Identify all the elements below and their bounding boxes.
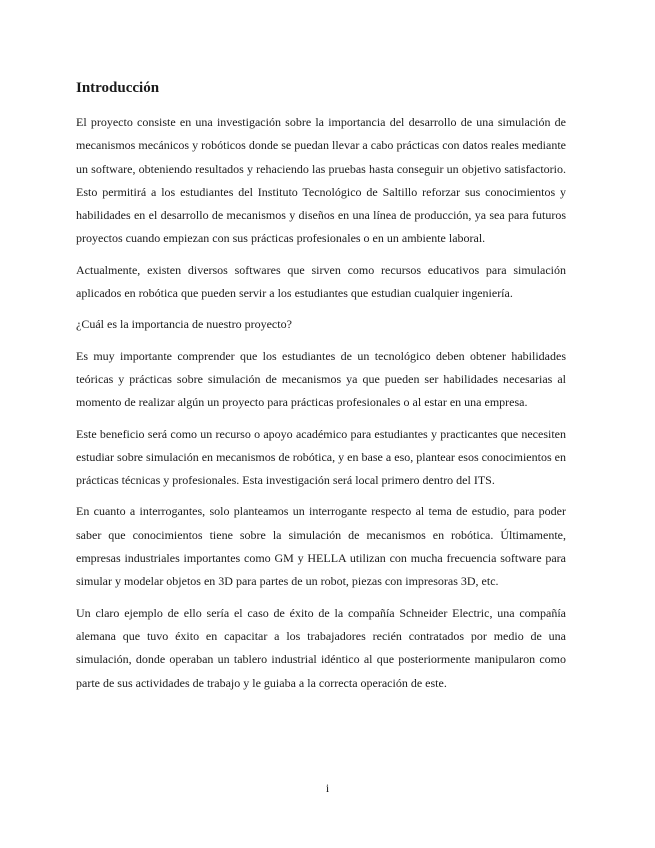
document-page: [76, 78, 566, 703]
paragraph-question: ¿Cuál es la importancia de nuestro proyecto?: [76, 317, 292, 332]
paragraph-software: Actualmente, existen diversos softwares que sirven como recursos educativos para simulación aplicados en robótica que pueden servir a los estudiantes que estudian cualquier ingeniería.: [76, 262, 566, 301]
paragraph-benefit: Este beneficio será como un recurso o apoyo académico para estudiantes y practicantes que necesiten estudiar sobre simulación en mecanismos de robótica, y en base a eso, plantear esos conocimientos en prácticas técnicas y profesionales. Esta investigación será local primero dentro del ITS.: [76, 426, 566, 488]
paragraph-interrogants: En cuanto a interrogantes, solo planteamos un interrogante respecto al tema de estudio, para poder saber que conocimientos tiene sobre la simulación de mecanismos en robótica. Últimamente, empresas industriales importantes como GM y HELLA utilizan con mucha frecuencia software para simular y modelar objetos en 3D para partes de un robot, piezas con impresoras 3D, etc.: [76, 504, 566, 589]
paragraph-intro: El proyecto consiste en una investigación sobre la importancia del desarrollo de una simulación de mecanismos mecánicos y robóticos donde se puedan llevar a cabo prácticas con datos reales mediante un software, obteniendo resultados y rehaciendo las pruebas hasta conseguir un objetivo satisfactorio. Esto permitirá a los estudiantes del Instituto Tecnológico de Saltillo reforzar sus conocimientos y habilidades en el desarrollo de mecanismos y diseños en una línea de producción, ya sea para futuros proyectos cuando empiezan con sus prácticas profesionales o en un ambiente laboral.: [76, 115, 566, 246]
paragraph-importance: Es muy importante comprender que los estudiantes de un tecnológico deben obtener habilidades teóricas y prácticas sobre simulación de mecanismos ya que pueden ser habilidades necesarias al momento de realizar algún un proyecto para prácticas profesionales o al estar en una empresa.: [76, 348, 566, 410]
paragraph-example: Un claro ejemplo de ello sería el caso de éxito de la compañía Schneider Electric, una compañía alemana que tuvo éxito en capacitar a los trabajadores recién contratados por medio de una simulación, donde operaban un tablero industrial idéntico al que posteriormente manipularon como parte de sus actividades de trabajo y le guiaba a la correcta operación de este.: [76, 605, 566, 690]
section-heading: Introducción: [76, 80, 160, 96]
page-number: i: [325, 781, 330, 795]
